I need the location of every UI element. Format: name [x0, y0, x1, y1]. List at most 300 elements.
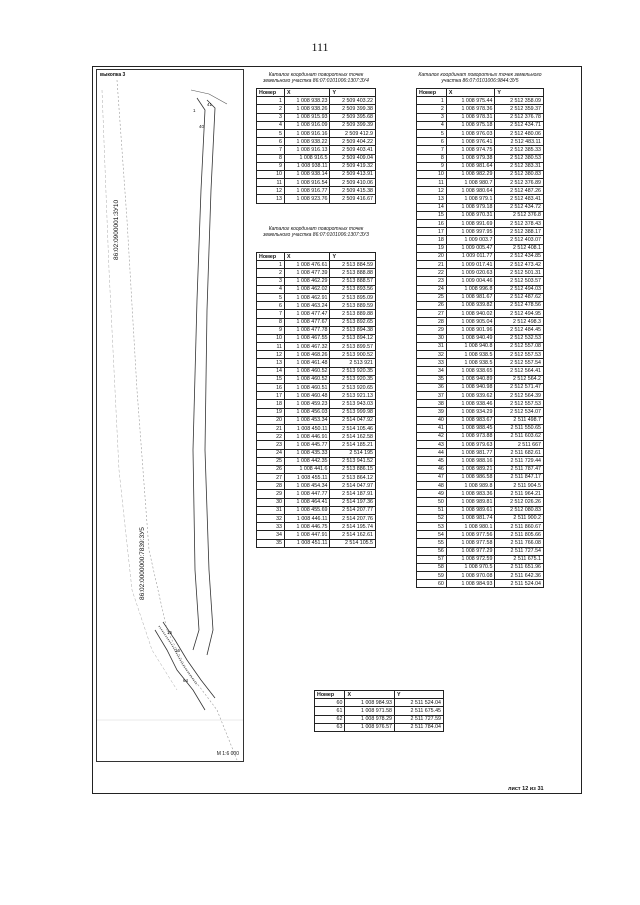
table-row	[315, 723, 444, 731]
table-row	[417, 432, 544, 440]
x-coordinate-cell: 1 008 989.61	[446, 506, 495, 514]
y-coordinate-cell: 2 509 413.91	[330, 170, 376, 178]
point-number-cell: 29	[417, 326, 447, 334]
y-coordinate-cell: 2 511 651.96	[495, 563, 544, 571]
table-row	[417, 400, 544, 408]
column-header: X	[284, 253, 330, 261]
map-scale: М 1:6 000	[216, 751, 239, 757]
point-number-cell: 24	[257, 449, 285, 457]
table-row	[417, 457, 544, 465]
x-coordinate-cell: 1 008 970.5	[446, 563, 495, 571]
point-number-cell: 41	[417, 424, 447, 432]
y-coordinate-cell: 2 512 494.03	[495, 285, 544, 293]
x-coordinate-cell: 1 008 938.26	[284, 105, 330, 113]
table-row	[257, 539, 376, 547]
table-row	[417, 424, 544, 432]
y-coordinate-cell: 2 512 434.85	[495, 252, 544, 260]
point-number-cell: 3	[257, 113, 285, 121]
x-coordinate-cell: 1 008 934.29	[446, 408, 495, 416]
point-number-cell: 28	[257, 482, 285, 490]
point-number-cell: 16	[417, 220, 447, 228]
x-coordinate-cell: 1 008 940.02	[446, 310, 495, 318]
point-number-cell: 6	[257, 302, 285, 310]
x-coordinate-cell: 1 008 938.5	[446, 351, 495, 359]
table3-caption: Каталог координат поворотных точек земельного участка 86:07:0101006:9844:ЗУ5	[418, 72, 542, 84]
y-coordinate-cell: 2 509 412.9	[330, 129, 376, 137]
x-coordinate-cell: 1 008 938.65	[446, 367, 495, 375]
point-number-cell: 7	[257, 146, 285, 154]
point-number-cell: 49	[417, 490, 447, 498]
point-number-cell: 17	[417, 228, 447, 236]
point-number-cell: 45	[417, 457, 447, 465]
y-coordinate-cell: 2 514 207.77	[330, 506, 376, 514]
parcel-boundary-drawing	[97, 70, 244, 762]
x-coordinate-cell: 1 008 462.29	[284, 277, 330, 285]
table-row	[417, 555, 544, 563]
point-number-cell: 25	[417, 293, 447, 301]
x-coordinate-cell: 1 008 938.11	[284, 162, 330, 170]
y-coordinate-cell: 2 511 727.54	[495, 547, 544, 555]
y-coordinate-cell: 2 512 564.2	[495, 375, 544, 383]
x-coordinate-cell: 1 008 982.29	[446, 170, 495, 178]
x-coordinate-cell: 1 008 446.11	[284, 515, 330, 523]
x-coordinate-cell: 1 008 447.77	[284, 490, 330, 498]
x-coordinate-cell: 1 008 905.04	[446, 318, 495, 326]
y-coordinate-cell: 2 512 564.39	[495, 391, 544, 399]
table-row	[417, 580, 544, 588]
table-row	[257, 146, 376, 154]
y-coordinate-cell: 2 511 847.17	[495, 473, 544, 481]
y-coordinate-cell: 2 512 503.57	[495, 277, 544, 285]
x-coordinate-cell: 1 008 445.77	[284, 441, 330, 449]
table-row	[257, 170, 376, 178]
column-header: Номер	[417, 89, 447, 97]
point-number-cell: 18	[417, 236, 447, 244]
x-coordinate-cell: 1 008 916.77	[284, 187, 330, 195]
y-coordinate-cell: 2 509 399.39	[330, 121, 376, 129]
column-header: Y	[394, 691, 443, 699]
point-number-cell: 33	[417, 359, 447, 367]
x-coordinate-cell: 1 009 020.63	[446, 269, 495, 277]
point-number-cell: 9	[257, 326, 285, 334]
table-row	[417, 326, 544, 334]
table-row	[417, 195, 544, 203]
x-coordinate-cell: 1 008 979.1	[446, 195, 495, 203]
y-coordinate-cell: 2 511 766.08	[495, 539, 544, 547]
point-number-cell: 7	[417, 146, 447, 154]
y-coordinate-cell: 2 512 483.11	[495, 138, 544, 146]
x-coordinate-cell: 1 008 991.69	[446, 220, 495, 228]
x-coordinate-cell: 1 008 984.93	[446, 580, 495, 588]
point-number-cell: 15	[417, 211, 447, 219]
x-coordinate-cell: 1 008 459.23	[284, 400, 330, 408]
table-header-row	[315, 691, 444, 699]
x-coordinate-cell: 1 008 939.82	[446, 301, 495, 309]
table-row	[257, 121, 376, 129]
x-coordinate-cell: 1 008 979.38	[446, 154, 495, 162]
y-coordinate-cell: 2 512 434.71	[495, 121, 544, 129]
x-coordinate-cell: 1 008 979.18	[446, 203, 495, 211]
table-row	[417, 105, 544, 113]
point-number-cell: 32	[257, 515, 285, 523]
y-coordinate-cell: 2 513 941.52	[330, 457, 376, 465]
point-number-cell: 27	[417, 310, 447, 318]
x-coordinate-cell: 1 008 442.35	[284, 457, 330, 465]
y-coordinate-cell: 2 513 943.03	[330, 400, 376, 408]
coordinate-table-zu4	[256, 88, 376, 204]
table-row	[417, 449, 544, 457]
point-number-cell: 56	[417, 547, 447, 555]
point-number-cell: 7	[257, 310, 285, 318]
point-number-cell: 21	[257, 424, 285, 432]
y-coordinate-cell: 2 513 884.59	[330, 261, 376, 269]
x-coordinate-cell: 1 008 447.91	[284, 531, 330, 539]
x-coordinate-cell: 1 008 451.11	[284, 539, 330, 547]
coordinate-table-continued	[314, 690, 444, 732]
table-row	[257, 138, 376, 146]
point-number-cell: 27	[257, 474, 285, 482]
point-number-cell: 25	[257, 457, 285, 465]
x-coordinate-cell: 1 008 446.75	[284, 523, 330, 531]
table-row	[417, 211, 544, 219]
table-row	[257, 408, 376, 416]
point-number-cell: 3	[417, 113, 447, 121]
y-coordinate-cell: 2 511 682.61	[495, 449, 544, 457]
table-row	[257, 129, 376, 137]
x-coordinate-cell: 1 008 901.96	[446, 326, 495, 334]
x-coordinate-cell: 1 008 938.14	[284, 170, 330, 178]
table-row	[417, 228, 544, 236]
table-row	[417, 473, 544, 481]
point-number-cell: 13	[417, 195, 447, 203]
y-coordinate-cell: 2 512 478.56	[495, 301, 544, 309]
x-coordinate-cell: 1 008 989.8	[446, 482, 495, 490]
table-row	[257, 97, 376, 105]
table-row	[257, 474, 376, 482]
x-coordinate-cell: 1 009 011.77	[446, 252, 495, 260]
table-row	[257, 277, 376, 285]
table-row	[257, 285, 376, 293]
point-number-cell: 10	[257, 334, 285, 342]
x-coordinate-cell: 1 008 970.08	[446, 572, 495, 580]
table-row	[417, 351, 544, 359]
table-row	[417, 408, 544, 416]
x-coordinate-cell: 1 008 450.11	[284, 424, 330, 432]
table-row	[417, 572, 544, 580]
x-coordinate-cell: 1 008 977.58	[446, 539, 495, 547]
y-coordinate-cell: 2 512 498.3	[495, 318, 544, 326]
table-row	[417, 187, 544, 195]
table-row	[257, 490, 376, 498]
y-coordinate-cell: 2 514 185.21	[330, 441, 376, 449]
x-coordinate-cell: 1 008 988.16	[446, 457, 495, 465]
table-row	[257, 293, 376, 301]
table-row	[257, 367, 376, 375]
table-row	[257, 359, 376, 367]
point-number-cell: 16	[257, 384, 285, 392]
table-row	[417, 383, 544, 391]
point-number-cell: 34	[417, 367, 447, 375]
x-coordinate-cell: 1 008 983.67	[446, 416, 495, 424]
y-coordinate-cell: 2 514 162.58	[330, 433, 376, 441]
point-number-cell: 63	[315, 723, 345, 731]
x-coordinate-cell: 1 008 477.78	[284, 326, 330, 334]
y-coordinate-cell: 2 512 388.17	[495, 228, 544, 236]
x-coordinate-cell: 1 008 996.8	[446, 285, 495, 293]
x-coordinate-cell: 1 008 989.21	[446, 465, 495, 473]
table-row	[417, 490, 544, 498]
column-header: X	[284, 89, 330, 97]
point-label: 1	[193, 108, 196, 113]
y-coordinate-cell: 2 512 494.95	[495, 310, 544, 318]
x-coordinate-cell: 1 009 017.41	[446, 260, 495, 268]
x-coordinate-cell: 1 009 004.46	[446, 277, 495, 285]
table-row	[417, 359, 544, 367]
table-row	[257, 375, 376, 383]
point-number-cell: 58	[417, 563, 447, 571]
y-coordinate-cell: 2 512 487.26	[495, 187, 544, 195]
table-row	[417, 285, 544, 293]
x-coordinate-cell: 1 008 938.46	[446, 400, 495, 408]
x-coordinate-cell: 1 008 462.91	[284, 293, 330, 301]
point-number-cell: 2	[417, 105, 447, 113]
table-row	[257, 195, 376, 203]
y-coordinate-cell: 2 509 415.38	[330, 187, 376, 195]
y-coordinate-cell: 2 513 893.56	[330, 285, 376, 293]
table-row	[257, 113, 376, 121]
x-coordinate-cell: 1 008 461.48	[284, 359, 330, 367]
x-coordinate-cell: 1 008 989.81	[446, 498, 495, 506]
point-number-cell: 34	[257, 531, 285, 539]
x-coordinate-cell: 1 008 980.64	[446, 187, 495, 195]
point-number-cell: 26	[257, 465, 285, 473]
table-row	[417, 318, 544, 326]
x-coordinate-cell: 1 008 940.89	[446, 375, 495, 383]
y-coordinate-cell: 2 513 864.12	[330, 474, 376, 482]
cadastral-label-upper: 86:02:0900001:3У10	[113, 199, 120, 260]
point-label: 16	[175, 648, 181, 653]
table-row	[417, 391, 544, 399]
x-coordinate-cell: 1 008 974.75	[446, 146, 495, 154]
x-coordinate-cell: 1 008 975.44	[446, 97, 495, 105]
table-row	[417, 154, 544, 162]
x-coordinate-cell: 1 008 916.13	[284, 146, 330, 154]
point-label: 64	[183, 678, 189, 683]
y-coordinate-cell: 2 509 404.22	[330, 138, 376, 146]
y-coordinate-cell: 2 511 675.45	[394, 707, 443, 715]
x-coordinate-cell: 1 008 971.58	[345, 707, 395, 715]
point-number-cell: 4	[257, 285, 285, 293]
point-number-cell: 42	[417, 432, 447, 440]
x-coordinate-cell: 1 008 454.34	[284, 482, 330, 490]
table-row	[417, 482, 544, 490]
coordinate-table-zu3	[256, 252, 376, 548]
table-row	[417, 260, 544, 268]
column-header: Y	[330, 253, 376, 261]
table-row	[257, 441, 376, 449]
y-coordinate-cell: 2 512 564.41	[495, 367, 544, 375]
table-row	[257, 523, 376, 531]
x-coordinate-cell: 1 008 983.36	[446, 490, 495, 498]
point-label: 41	[207, 102, 213, 107]
x-coordinate-cell: 1 008 468.26	[284, 351, 330, 359]
table-row	[257, 482, 376, 490]
point-number-cell: 20	[417, 252, 447, 260]
point-number-cell: 47	[417, 473, 447, 481]
table-row	[417, 203, 544, 211]
table-row	[257, 465, 376, 473]
point-number-cell: 52	[417, 514, 447, 522]
table-row	[257, 433, 376, 441]
x-coordinate-cell: 1 008 979.63	[446, 441, 495, 449]
column-header: X	[345, 691, 395, 699]
y-coordinate-cell: 2 512 571.47	[495, 383, 544, 391]
point-number-cell: 17	[257, 392, 285, 400]
y-coordinate-cell: 2 511 729.44	[495, 457, 544, 465]
point-number-cell: 12	[417, 187, 447, 195]
y-coordinate-cell: 2 511 900.2	[495, 514, 544, 522]
table-row	[417, 179, 544, 187]
x-coordinate-cell: 1 008 980.1	[446, 522, 495, 530]
point-number-cell: 3	[257, 277, 285, 285]
x-coordinate-cell: 1 008 477.67	[284, 318, 330, 326]
point-number-cell: 21	[417, 260, 447, 268]
point-number-cell: 48	[417, 482, 447, 490]
x-coordinate-cell: 1 008 467.32	[284, 343, 330, 351]
table-row	[417, 539, 544, 547]
table-row	[257, 326, 376, 334]
x-coordinate-cell: 1 008 441.6	[284, 465, 330, 473]
point-number-cell: 15	[257, 375, 285, 383]
x-coordinate-cell: 1 008 978.36	[446, 105, 495, 113]
point-number-cell: 22	[417, 269, 447, 277]
point-number-cell: 43	[417, 441, 447, 449]
map-title: выкопка 3	[100, 72, 126, 78]
point-number-cell: 60	[417, 580, 447, 588]
y-coordinate-cell: 2 512 483.41	[495, 195, 544, 203]
column-header: Номер	[315, 691, 345, 699]
table-row	[417, 498, 544, 506]
table-row	[417, 465, 544, 473]
table-row	[257, 392, 376, 400]
table-row	[257, 302, 376, 310]
table-row	[257, 384, 376, 392]
y-coordinate-cell: 2 509 399.38	[330, 105, 376, 113]
column-header: X	[446, 89, 495, 97]
point-number-cell: 19	[417, 244, 447, 252]
y-coordinate-cell: 2 512 380.53	[495, 154, 544, 162]
table-row	[417, 441, 544, 449]
x-coordinate-cell: 1 008 976.57	[345, 723, 395, 731]
x-coordinate-cell: 1 008 977.29	[446, 547, 495, 555]
x-coordinate-cell: 1 008 467.55	[284, 334, 330, 342]
x-coordinate-cell: 1 008 981.64	[446, 162, 495, 170]
point-number-cell: 20	[257, 416, 285, 424]
y-coordinate-cell: 2 514 162.61	[330, 531, 376, 539]
point-number-cell: 23	[417, 277, 447, 285]
y-coordinate-cell: 2 514 195.74	[330, 523, 376, 531]
x-coordinate-cell: 1 008 462.02	[284, 285, 330, 293]
sheet-number: лист 12 из 31	[508, 786, 544, 792]
x-coordinate-cell: 1 008 460.51	[284, 384, 330, 392]
point-number-cell: 30	[257, 498, 285, 506]
table-row	[257, 498, 376, 506]
y-coordinate-cell: 2 512 380.83	[495, 170, 544, 178]
point-number-cell: 13	[257, 195, 285, 203]
x-coordinate-cell: 1 008 938.22	[284, 138, 330, 146]
point-number-cell: 53	[417, 522, 447, 530]
x-coordinate-cell: 1 008 916.5	[284, 154, 330, 162]
y-coordinate-cell: 2 512 557.08	[495, 342, 544, 350]
point-number-cell: 57	[417, 555, 447, 563]
point-number-cell: 32	[417, 351, 447, 359]
y-coordinate-cell: 2 512 376.8	[495, 211, 544, 219]
table-row	[417, 334, 544, 342]
x-coordinate-cell: 1 009 005.47	[446, 244, 495, 252]
x-coordinate-cell: 1 008 446.91	[284, 433, 330, 441]
y-coordinate-cell: 2 514 047.92	[330, 416, 376, 424]
point-number-cell: 31	[257, 506, 285, 514]
point-number-cell: 14	[417, 203, 447, 211]
y-coordinate-cell: 2 511 524.04	[394, 699, 443, 707]
point-number-cell: 11	[257, 179, 285, 187]
x-coordinate-cell: 1 008 455.11	[284, 474, 330, 482]
x-coordinate-cell: 1 008 970.31	[446, 211, 495, 219]
table-row	[417, 113, 544, 121]
table-row	[257, 343, 376, 351]
point-number-cell: 46	[417, 465, 447, 473]
y-coordinate-cell: 2 511 784.04	[394, 723, 443, 731]
x-coordinate-cell: 1 008 984.93	[345, 699, 395, 707]
x-coordinate-cell: 1 008 973.88	[446, 432, 495, 440]
x-coordinate-cell: 1 008 477.47	[284, 310, 330, 318]
y-coordinate-cell: 2 513 892.65	[330, 318, 376, 326]
table-row	[257, 310, 376, 318]
table-row	[257, 416, 376, 424]
point-number-cell: 36	[417, 383, 447, 391]
y-coordinate-cell: 2 513 900.52	[330, 351, 376, 359]
y-coordinate-cell: 2 512 487.62	[495, 293, 544, 301]
x-coordinate-cell: 1 008 916.16	[284, 129, 330, 137]
table-row	[257, 162, 376, 170]
table-header-row	[417, 89, 544, 97]
point-number-cell: 9	[257, 162, 285, 170]
y-coordinate-cell: 2 513 888.88	[330, 269, 376, 277]
x-coordinate-cell: 1 008 460.52	[284, 375, 330, 383]
y-coordinate-cell: 2 514 197.36	[330, 498, 376, 506]
x-coordinate-cell: 1 008 981.74	[446, 514, 495, 522]
y-coordinate-cell: 2 512 026.26	[495, 498, 544, 506]
y-coordinate-cell: 2 511 675.1	[495, 555, 544, 563]
table-row	[315, 707, 444, 715]
table-row	[257, 506, 376, 514]
table-row	[417, 416, 544, 424]
point-number-cell: 26	[417, 301, 447, 309]
y-coordinate-cell: 2 512 358.09	[495, 97, 544, 105]
y-coordinate-cell: 2 512 534.07	[495, 408, 544, 416]
point-number-cell: 37	[417, 391, 447, 399]
point-number-cell: 39	[417, 408, 447, 416]
table-row	[417, 244, 544, 252]
table-row	[417, 269, 544, 277]
point-number-cell: 23	[257, 441, 285, 449]
column-header: Номер	[257, 89, 285, 97]
x-coordinate-cell: 1 008 916.54	[284, 179, 330, 187]
x-coordinate-cell: 1 009 003.7	[446, 236, 495, 244]
y-coordinate-cell: 2 513 920.35	[330, 367, 376, 375]
table-row	[257, 400, 376, 408]
y-coordinate-cell: 2 509 403.41	[330, 146, 376, 154]
